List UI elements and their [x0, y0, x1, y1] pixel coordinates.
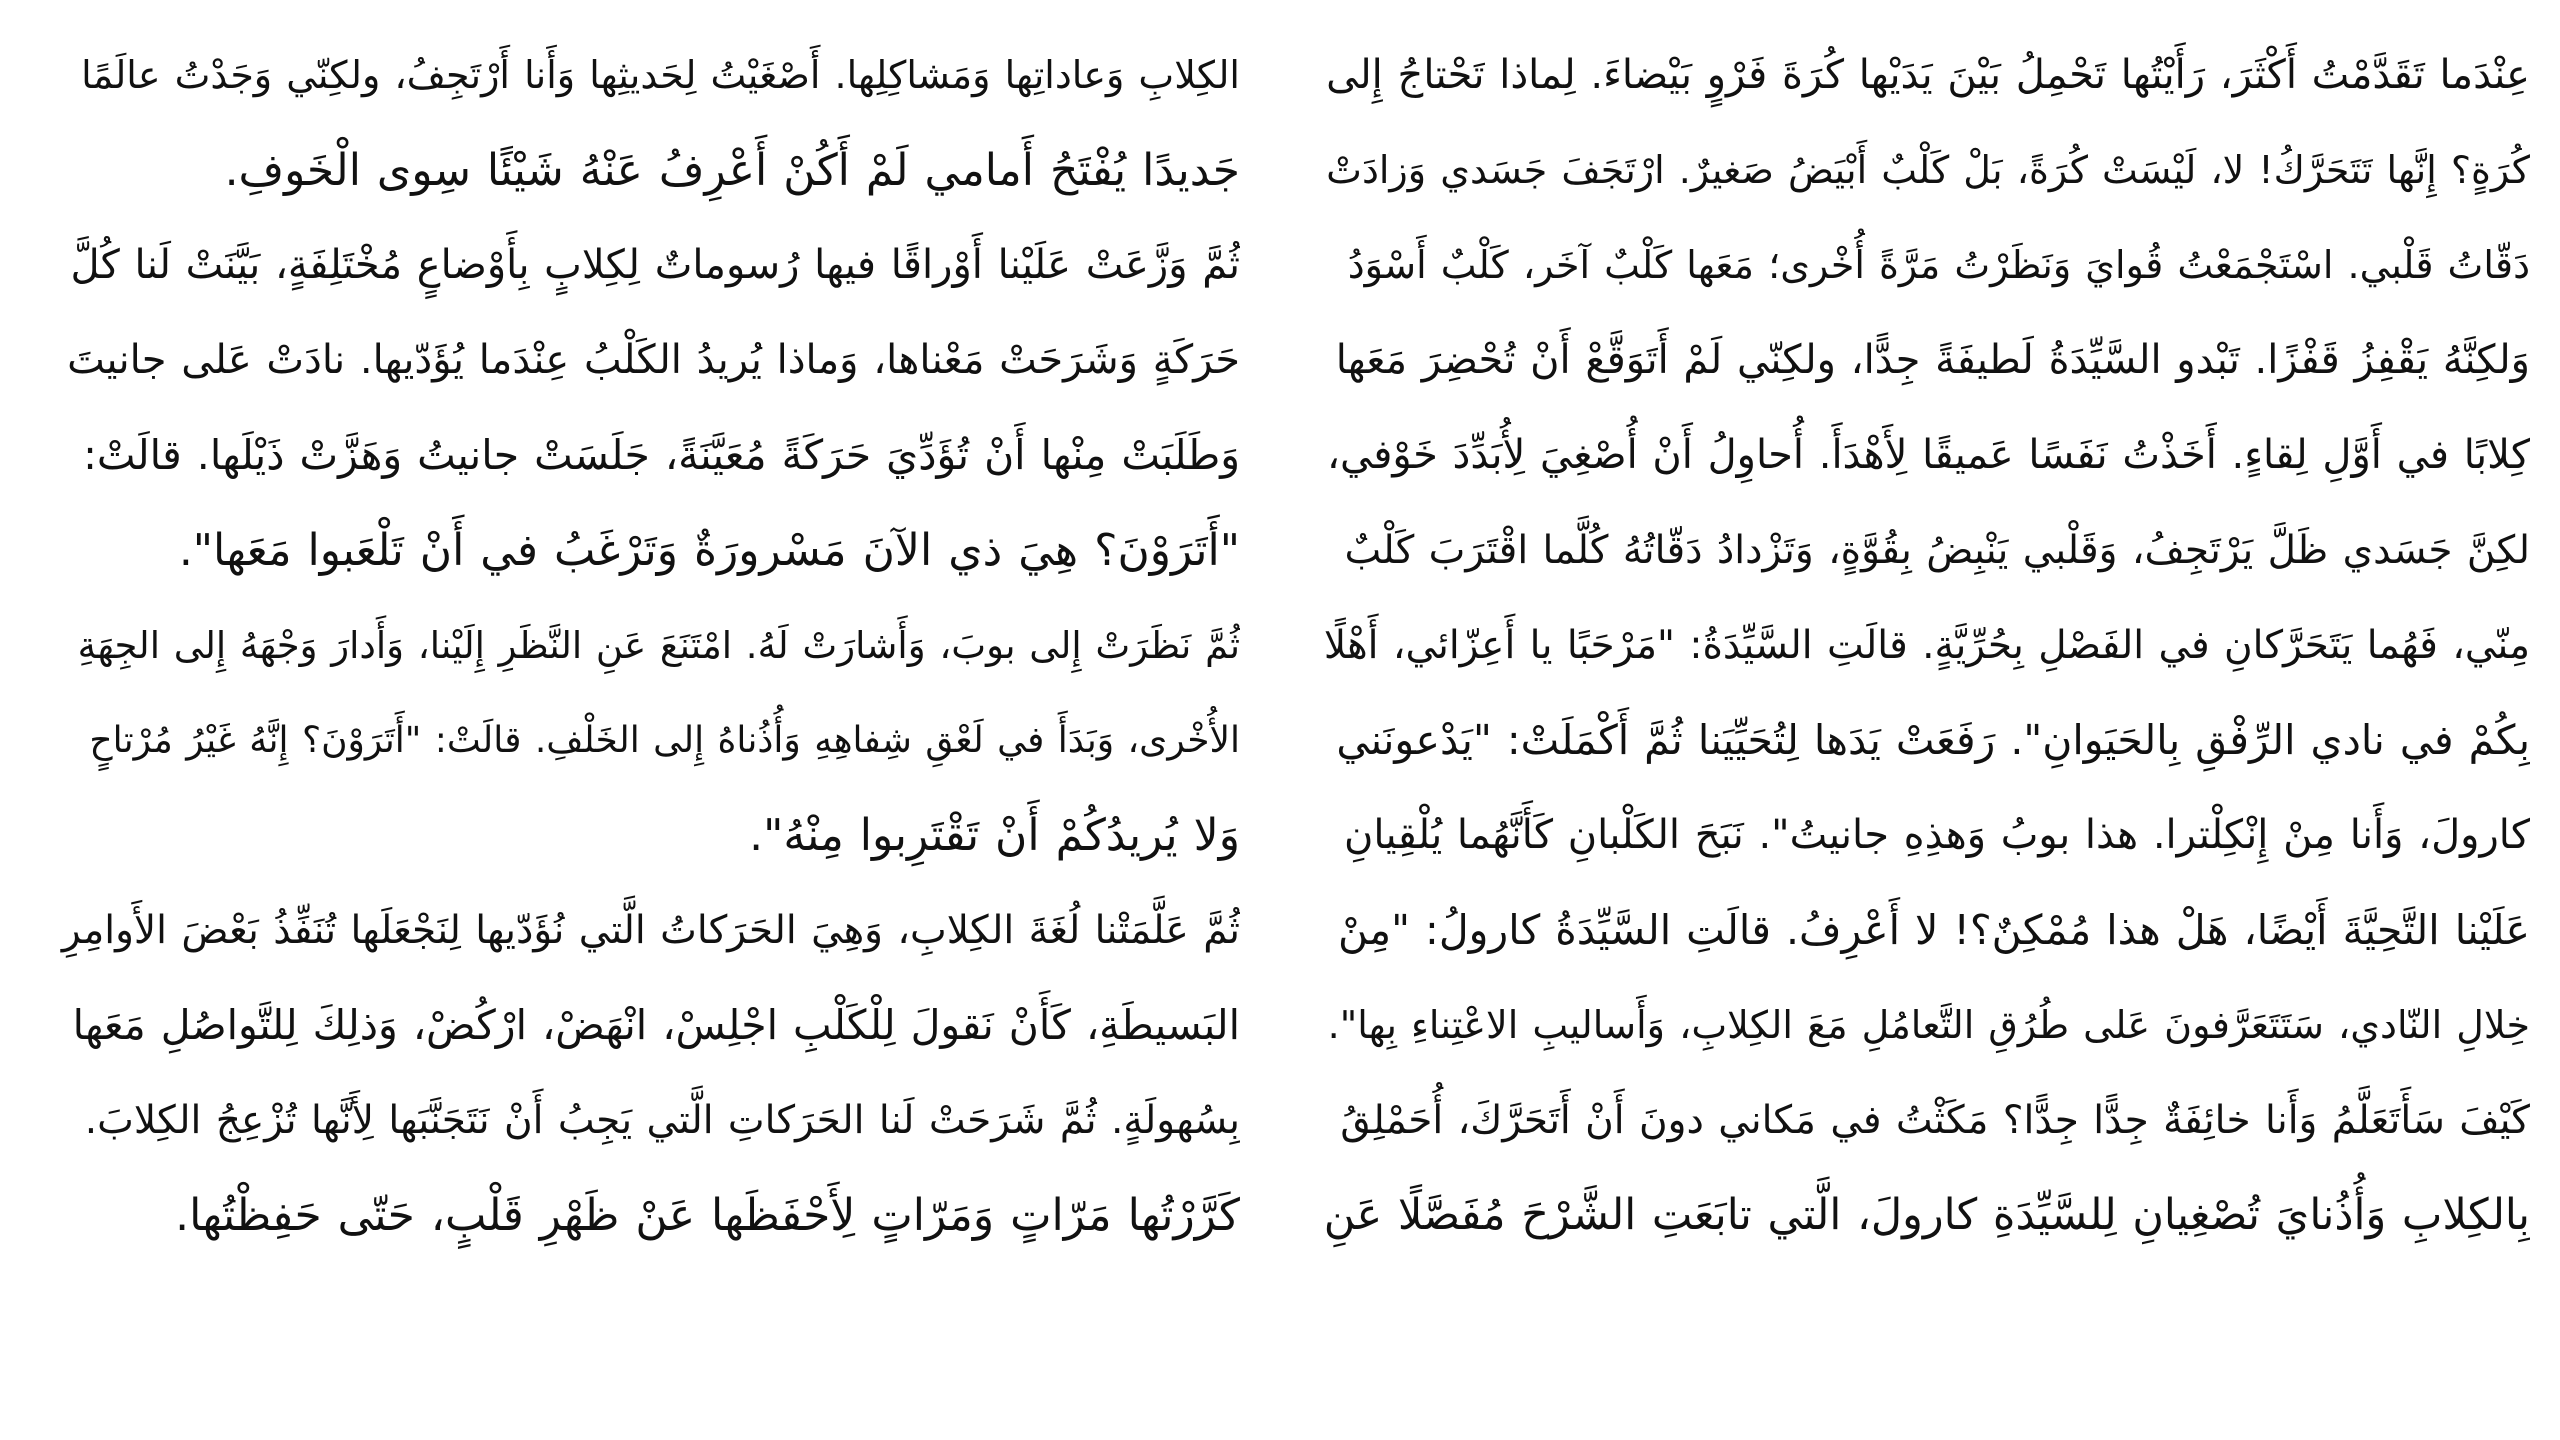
right-text-column [1320, 28, 2530, 1263]
text-line: كَيْفَ سَأَتَعَلَّمُ وَأَنا خائِفَةٌ جِدًّا جِدًّا؟ مَكَثْتُ في مَكاني دونَ أَنْ أَتَحَرَّكَ، أُحَمْلِقُ [1340, 1098, 2530, 1143]
text-line: ثُمَّ وَزَّعَتْ عَلَيْنا أَوْراقًا فيها رُسوماتٌ لِكِلابٍ بِأَوْضاعٍ مُخْتَلِفَةٍ، بَيَّنَتْ لَنا كُلَّ [70, 242, 1240, 288]
text-line: وَلكِنَّهُ يَقْفِزُ قَفْزًا. تَبْدو السَّيِّدَةُ لَطيفَةً جِدًّا، ولكِنّي لَمْ أَتَوَقَّعْ أَنْ تُحْضِرَ مَعَها [1335, 337, 2530, 383]
text-line: لكِنَّ جَسَدي ظَلَّ يَرْتَجِفُ، وَقَلْبي يَنْبِضُ بِقُوَّةٍ، وَتَزْدادُ دَقّاتُهُ كُلَّما اقْتَرَبَ كَلْبٌ [1344, 528, 2530, 573]
text-line: بِالكِلابِ وَأُذُنايَ تُصْغِيانِ لِلسَّيِّدَةِ كارولَ، الَّتي تابَعَتِ الشَّرْحَ مُفَصَّلًا عَنِ [1323, 1190, 2530, 1240]
text-line: جَديدًا يُفْتَحُ أَمامي لَمْ أَكُنْ أَعْرِفُ عَنْهُ شَيْئًا سِوى الْخَوفِ. [224, 145, 1240, 196]
text-line: دَقّاتُ قَلْبي. اسْتَجْمَعْتُ قُوايَ وَنَظَرْتُ مَرَّةً أُخْرى؛ مَعَها كَلْبٌ آخَر، كَلْبٌ أَسْوَدُ [1347, 243, 2530, 287]
text-line: كِلابًا في أَوَّلِ لِقاءٍ. أَخَذْتُ نَفَسًا عَميقًا لِأَهْدَأَ. أُحاوِلُ أَنْ أُصْغِيَ لِأُبَدِّدَ خَوْفي، [1327, 432, 2530, 478]
text-line: الأُخْرى، وَبَدَأَ في لَعْقِ شِفاهِهِ وَأُذُناهُ إِلى الخَلْفِ. قالَتْ: "أَتَرَوْنَ؟ إِنَّهُ غَيْرُ مُرْتاحٍ [89, 720, 1240, 761]
text-line: خِلالِ النّادي، سَتَتَعَرَّفونَ عَلى طُرُقِ التَّعامُلِ مَعَ الكِلابِ، وَأَساليبِ الاعْتِناءِ بِها". [1327, 1003, 2530, 1047]
text-line: وَلا يُريدُكُمْ أَنْ تَقْتَرِبوا مِنْهُ". [749, 810, 1240, 861]
text-line: "أَتَرَوْنَ؟ هِيَ ذي الآنَ مَسْرورَةٌ وَتَرْغَبُ في أَنْ تَلْعَبوا مَعَها". [178, 525, 1240, 576]
text-line: مِنّي، فَهُما يَتَحَرَّكانِ في الفَصْلِ بِحُرِّيَّةٍ. قالَتِ السَّيِّدَةُ: "مَرْحَبًا يا أَعِزّائي، أَهْلًا [1323, 623, 2530, 668]
text-line: عَلَيْنا التَّحِيَّةَ أَيْضًا، هَلْ هذا مُمْكِنٌ؟! لا أَعْرِفُ. قالَتِ السَّيِّدَةُ كارولُ: "مِنْ [1337, 906, 2530, 954]
text-line: كارولَ، وَأَنا مِنْ إِنْكِلْترا. هذا بوبُ وَهذِهِ جانيتُ". نَبَحَ الكَلْبانِ كَأَنَّهُما يُلْقِيانِ [1343, 812, 2530, 858]
text-line: ثُمَّ نَظَرَتْ إِلى بوبَ، وَأَشارَتْ لَهُ. امْتَنَعَ عَنِ النَّظَرِ إِلَيْنا، وَأَدارَ وَجْهَهُ إِلى الجِهَةِ [77, 624, 1240, 667]
text-line: كُرَةٍ؟ إِنَّها تَتَحَرَّكُ! لا، لَيْسَتْ كُرَةً، بَلْ كَلْبٌ أَبْيَضُ صَغيرٌ. ارْتَجَفَ جَسَدي وَزادَتْ [1326, 148, 2530, 192]
text-line: وَطَلَبَتْ مِنْها أَنْ تُؤَدِّيَ حَرَكَةً مُعَيَّنَةً، جَلَسَتْ جانيتُ وَهَزَّتْ ذَيْلَها. قالَتْ: [83, 431, 1240, 479]
text-line: بِسُهولَةٍ. ثُمَّ شَرَحَتْ لَنا الحَرَكاتِ الَّتي يَجِبُ أَنْ نَتَجَنَّبَها لِأَنَّها تُزْعِجُ الكِلابَ. [84, 1098, 1240, 1143]
text-line: عِنْدَما تَقَدَّمْتُ أَكْثَرَ، رَأَيْتُها تَحْمِلُ بَيْنَ يَدَيْها كُرَةَ فَرْوٍ بَيْضاءَ. لِماذا تَحْتاجُ إِلى [1326, 52, 2530, 98]
text-line: البَسيطَةِ، كَأَنْ نَقولَ لِلْكَلْبِ اجْلِسْ، انْهَضْ، ارْكُضْ، وَذلِكَ لِلتَّواصُلِ مَعَها [72, 1001, 1240, 1049]
text-line: ثُمَّ عَلَّمَتْنا لُغَةَ الكِلابِ، وَهِيَ الحَرَكاتُ الَّتي نُؤَدّيها لِنَجْعَلَها تُنَفِّذُ بَعْضَ الأَوامِرِ [61, 908, 1240, 953]
text-line: الكِلابِ وَعاداتِها وَمَشاكِلِها. أَصْغَيْتُ لِحَديثِها وَأَنا أَرْتَجِفُ، ولكِنّي وَجَدْتُ عالَمًا [81, 53, 1240, 97]
left-text-column [60, 28, 1240, 1263]
text-line: حَرَكَةٍ وَشَرَحَتْ مَعْناها، وَماذا يُريدُ الكَلْبُ عِنْدَما يُؤَدّيها. نادَتْ عَلى جانيتَ [67, 337, 1240, 383]
text-line: بِكُمْ في نادي الرِّفْقِ بِالحَيَوانِ". رَفَعَتْ يَدَها لِتُحَيِّيَنا ثُمَّ أَكْمَلَتْ: "يَدْعونَني [1336, 716, 2530, 764]
text-line: كَرَّرْتُها مَرّاتٍ وَمَرّاتٍ لِأَحْفَظَها عَنْ ظَهْرِ قَلْبٍ، حَتّى حَفِظْتُها. [175, 1190, 1240, 1241]
